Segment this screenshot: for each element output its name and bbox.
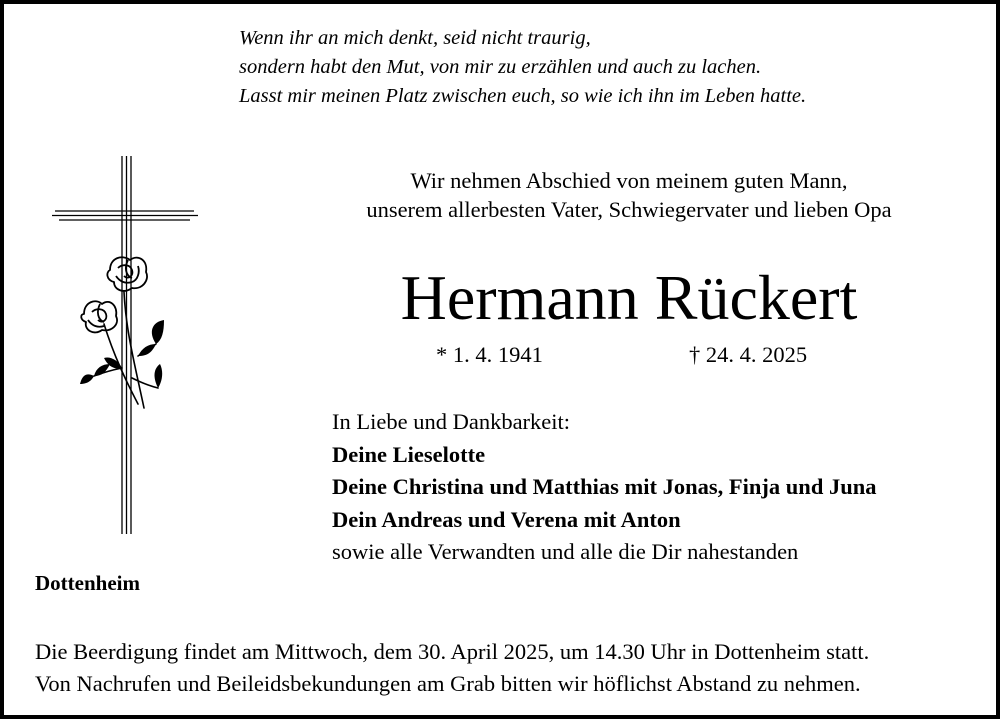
- poem-line-1: Wenn ihr an mich denkt, seid nicht traurig,: [239, 27, 591, 49]
- birth-date: * 1. 4. 1941: [436, 342, 543, 367]
- intro-line-1: Wir nehmen Abschied von meinem guten Mann,: [410, 168, 848, 193]
- notice-line-1: Die Beerdigung findet am Mittwoch, dem 30. April 2025, um 14.30 Uhr in Dottenheim statt.: [35, 639, 870, 664]
- mourner-line: Deine Christina und Matthias mit Jonas, Finja und Juna: [332, 474, 877, 499]
- death-date: † 24. 4. 2025: [689, 342, 808, 367]
- cross-with-roses-icon: [52, 156, 202, 534]
- farewell-intro: [304, 166, 954, 224]
- mourners-list: [332, 406, 982, 569]
- mourner-line: Dein Andreas und Verena mit Anton: [332, 506, 681, 532]
- funeral-notice: [35, 636, 985, 699]
- mourner-line: Deine Lieselotte: [332, 441, 486, 467]
- memorial-poem: [239, 24, 979, 111]
- intro-line-2: unserem allerbesten Vater, Schwiegervater und lieben Opa: [366, 197, 892, 222]
- deceased-name: Hermann Rückert: [400, 262, 858, 333]
- mourners-heading: In Liebe und Dankbarkeit:: [332, 409, 571, 434]
- mourners-closing: sowie alle Verwandten und alle die Dir nahestanden: [332, 539, 799, 564]
- notice-line-2: Von Nachrufen und Beileidsbekundungen am Grab bitten wir höflichst Abstand zu nehmen.: [35, 670, 861, 696]
- poem-line-2: sondern habt den Mut, von mir zu erzählen und auch zu lachen.: [239, 56, 762, 78]
- place-name: Dottenheim: [35, 571, 140, 595]
- poem-line-3: Lasst mir meinen Platz zwischen euch, so wie ich ihn im Leben hatte.: [239, 85, 807, 107]
